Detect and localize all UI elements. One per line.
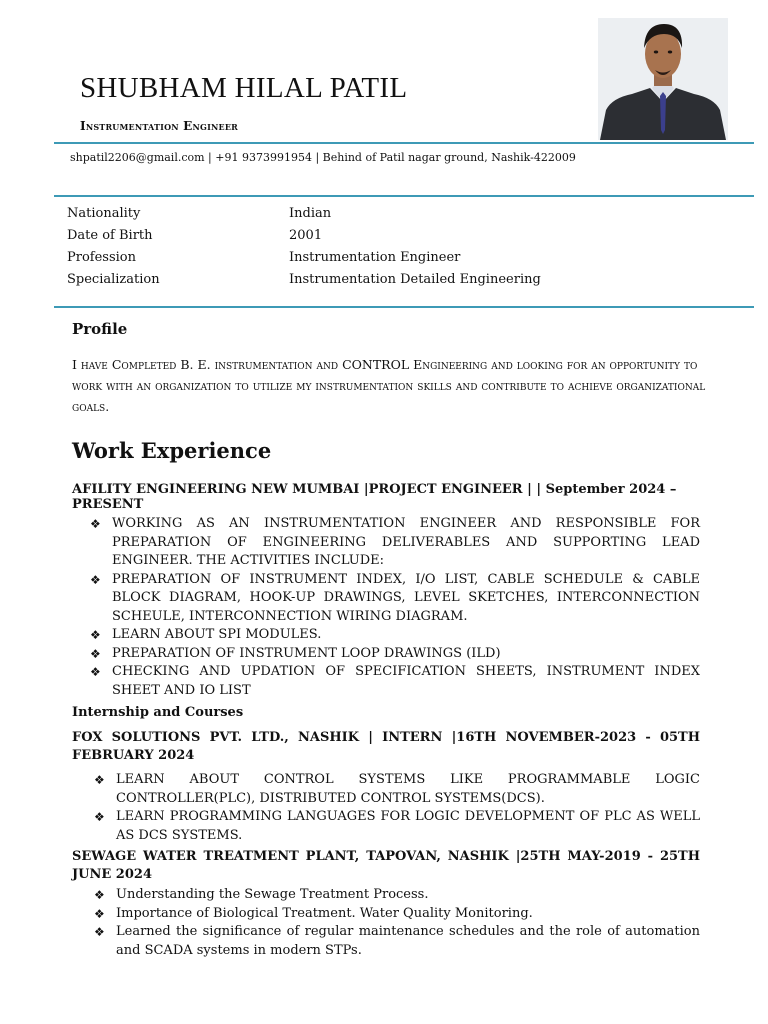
detail-row xyxy=(67,224,727,246)
job-bullets xyxy=(72,515,700,700)
internship-title: SEWAGE WATER TREATMENT PLANT, TAPOVAN, NASHIK |25TH MAY-2019 - 25TH JUNE 2024 xyxy=(72,849,700,882)
diamond-bullet-icon: ❖ xyxy=(94,773,105,787)
internship-entry xyxy=(72,729,700,845)
diamond-bullet-icon: ❖ xyxy=(90,628,101,642)
divider xyxy=(54,195,754,197)
profile-photo xyxy=(598,18,728,140)
internship-entry xyxy=(72,848,700,960)
diamond-bullet-icon: ❖ xyxy=(90,665,101,679)
detail-label: Date of Birth xyxy=(67,227,153,243)
candidate-name: SHUBHAM HILAL PATIL xyxy=(80,72,408,104)
detail-label: Specialization xyxy=(67,271,160,287)
diamond-bullet-icon: ❖ xyxy=(90,572,101,587)
internship-title: FOX SOLUTIONS PVT. LTD., NASHIK | INTERN |16TH NOVEMBER-2023 - 05TH FEBRUARY 2024 xyxy=(72,730,700,763)
list-item: ❖ PREPARATION OF INSTRUMENT LOOP DRAWINGS (ILD) xyxy=(72,645,700,664)
diamond-bullet-icon: ❖ xyxy=(90,517,101,531)
work-experience-heading: Work Experience xyxy=(72,438,272,463)
internship-bullets xyxy=(72,886,700,960)
list-item: ❖ CHECKING AND UPDATION OF SPECIFICATION SHEETS, INSTRUMENT INDEX SHEET AND IO LIST xyxy=(90,664,700,698)
divider xyxy=(54,142,754,144)
diamond-bullet-icon: ❖ xyxy=(90,646,101,661)
list-item: ❖ WORKING AS AN INSTRUMENTATION ENGINEER AND RESPONSIBLE FOR PREPARATION OF ENGINEERING DELIVERABLES AND SUPPORTING LEAD ENGINEER. THE ACTIVITIES INCLUDE: xyxy=(90,516,700,568)
detail-row xyxy=(67,202,727,224)
diamond-bullet-icon: ❖ xyxy=(94,810,105,824)
list-item: ❖ Understanding the Sewage Treatment Process. xyxy=(72,886,700,905)
detail-label: Nationality xyxy=(67,205,141,221)
list-item: ❖ LEARN PROGRAMMING LANGUAGES FOR LOGIC DEVELOPMENT OF PLC AS WELL AS DCS SYSTEMS. xyxy=(94,809,700,843)
diamond-bullet-icon: ❖ xyxy=(94,906,105,921)
divider xyxy=(54,306,754,308)
list-item: ❖ LEARN ABOUT SPI MODULES. xyxy=(72,626,700,645)
personal-details xyxy=(67,202,727,290)
profile-heading: Profile xyxy=(72,320,128,338)
detail-value: Indian xyxy=(289,205,332,221)
internship-heading: Internship and Courses xyxy=(72,705,244,720)
profile-text: I have Completed B. E. instrumentation and CONTROL Engineering and looking for an opportunity to work with an organization to utilize my instrumentation skills and contribute to achieve organizational goals. xyxy=(72,357,706,414)
diamond-bullet-icon: ❖ xyxy=(94,925,105,939)
list-item: ❖ LEARN ABOUT CONTROL SYSTEMS LIKE PROGRAMMABLE LOGIC CONTROLLER(PLC), DISTRIBUTED CONTROL SYSTEMS(DCS). xyxy=(94,772,700,806)
job-title: AFILITY ENGINEERING NEW MUMBAI |PROJECT ENGINEER | | September 2024 – PRESENT xyxy=(72,482,677,512)
list-item: ❖ Learned the significance of regular maintenance schedules and the role of automation and SCADA systems in modern STPs. xyxy=(94,924,700,958)
internship-bullets xyxy=(72,771,700,845)
detail-value: Instrumentation Detailed Engineering xyxy=(289,271,541,287)
detail-value: 2001 xyxy=(289,227,323,243)
internship-section xyxy=(72,705,700,720)
detail-row xyxy=(67,268,727,290)
detail-row xyxy=(67,246,727,268)
contact-line: shpatil2206@gmail.com | +91 9373991954 | Behind of Patil nagar ground, Nashik-422009 xyxy=(70,151,576,164)
detail-label: Profession xyxy=(67,249,136,265)
detail-value: Instrumentation Engineer xyxy=(289,249,461,265)
list-item: ❖ PREPARATION OF INSTRUMENT INDEX, I/O LIST, CABLE SCHEDULE & CABLE BLOCK DIAGRAM, HOOK-UP DRAWINGS, LEVEL SKETCHES, INTERCONNECTION SCHEULE, INTERCONNECTION WIRING DIAGRAM. xyxy=(90,571,700,624)
list-item: ❖ Importance of Biological Treatment. Water Quality Monitoring. xyxy=(72,905,700,924)
candidate-title: Instrumentation Engineer xyxy=(80,119,238,133)
person-photo-icon xyxy=(598,18,728,140)
job-entry xyxy=(72,482,700,700)
diamond-bullet-icon: ❖ xyxy=(94,888,105,902)
